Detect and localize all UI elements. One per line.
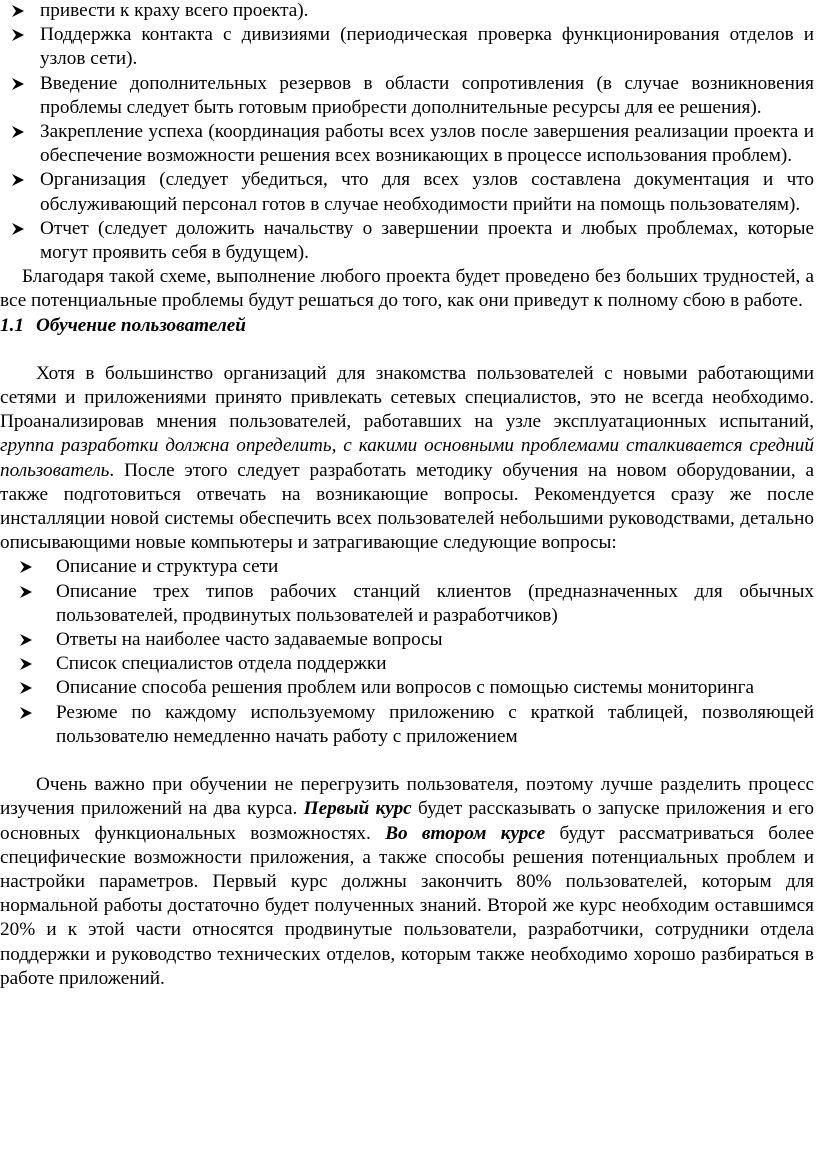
paragraph-text: Хотя в большинство организаций для знакомства пользователей с новыми работающими сетями и приложениями принято привлекать сетевых специалистов, это не всегда необходимо. Проанализировав мнения пользователей, работавших на узле эксплуатационных испытаний, <box>0 362 814 433</box>
arrowhead-bullet-icon <box>19 657 33 671</box>
list-item-text: Ответы на наиболее часто задаваемые вопросы <box>56 629 443 651</box>
paragraph-bold-text: Первый курс <box>303 798 412 820</box>
list-item-text: Описание и структура сети <box>56 556 279 578</box>
paragraph-italic-text: группа разработки должна определить, с какими основными проблемами сталкивается средний пользователь <box>0 435 814 481</box>
list-item <box>0 676 814 700</box>
paragraph-text: будут рассматриваться более специфические возможности приложения, а также способы решения потенциальных проблем и настройки параметров. Первый курс должны закончить 80% пользователей, которым для нормальной работы достаточно будет полученных знаний. Второй же курс необходим оставшимся 20% и к этой части относятся продвинутые пользователи, разработчики, сотрудники отдела поддержки и руководство технических отделов, которым также необходимо хорошо разбираться в работе приложений. <box>0 822 814 989</box>
list-item-text: Резюме по каждому используемому приложению с краткой таблицей, позволяющей пользователю немедленно начать работу с приложением <box>56 701 814 747</box>
list-item-text: привести к краху всего проекта). <box>40 0 309 21</box>
list-item <box>0 701 814 749</box>
bullet-list-topics <box>0 555 814 749</box>
paragraph-bold-text: Во втором курсе <box>385 822 546 844</box>
list-item <box>0 120 814 168</box>
paragraph-summary: Благодаря такой схеме, выполнение любого проекта будет проведено без больших трудностей, а все потенциальные проблемы будут решаться до того, как они приведут к полному сбою в работе. <box>0 266 814 312</box>
list-item-text: Список специалистов отдела поддержки <box>56 653 387 675</box>
list-item <box>0 168 814 216</box>
list-item <box>0 652 814 676</box>
arrowhead-bullet-icon <box>11 77 25 91</box>
list-item <box>0 628 814 652</box>
list-item-text: Введение дополнительных резервов в области сопротивления (в случае возникновения проблемы следует быть готовым приобрести дополнительные ресурсы для ее решения). <box>40 72 814 118</box>
paragraph-text: будет рассказывать о запуске приложения и его основных функциональных возможностях. <box>0 798 814 844</box>
list-item <box>0 555 814 579</box>
list-item-text: Отчет (следует доложить начальству о завершении проекта и любых проблемах, которые могут проявить себя в будущем). <box>40 217 814 264</box>
section-heading <box>0 314 814 338</box>
arrowhead-bullet-icon <box>19 585 33 599</box>
list-item-text: Закрепление успеха (координация работы всех узлов после завершения реализации проекта и обеспечение возможности решения всех возникающих в процессе использования проблем). <box>40 121 814 167</box>
spacer <box>0 749 814 773</box>
arrowhead-bullet-icon <box>11 222 25 236</box>
section-title: Обучение пользователей <box>36 314 246 336</box>
arrowhead-bullet-icon <box>19 633 33 647</box>
arrowhead-bullet-icon <box>19 681 33 695</box>
list-item-text: Организация (следует убедиться, что для всех узлов составлена документация и что обслуживающий персонал готов в случае необходимости прийти на помощь пользователям). <box>40 169 814 215</box>
list-item <box>0 580 814 628</box>
list-item-text: Описание способа решения проблем или вопросов с помощью системы мониторинга <box>56 677 754 699</box>
list-item-text: Описание трех типов рабочих станций клиентов (предназначенных для обычных пользователей, продвинутых пользователей и разработчиков) <box>56 580 814 626</box>
paragraph-text: . После этого следует разработать методику обучения на новом оборудовании, а также подготовиться отвечать на возникающие вопросы. Рекомендуется сразу же после инсталляции новой системы обеспечить всех пользователей небольшими руководствами, детально описывающими новые компьютеры и затрагивающие следующие вопросы: <box>0 459 814 554</box>
paragraph-text: Очень важно при обучении не перегрузить пользователя, поэтому лучше разделить процесс изучения приложений на два курса. <box>0 774 814 820</box>
paragraph-training <box>0 362 814 556</box>
section-number: 1.1 <box>0 314 24 336</box>
list-item <box>0 0 814 23</box>
list-item <box>0 217 814 265</box>
arrowhead-bullet-icon <box>11 28 25 42</box>
arrowhead-bullet-icon <box>11 125 25 139</box>
arrowhead-bullet-icon <box>11 173 25 187</box>
list-item <box>0 72 814 120</box>
bullet-list-top <box>0 0 814 265</box>
paragraph-courses <box>0 773 814 991</box>
arrowhead-bullet-icon <box>19 560 33 574</box>
list-item-text: Поддержка контакта с дивизиями (периодическая проверка функционирования отделов и узлов сети). <box>40 24 814 70</box>
arrowhead-bullet-icon <box>19 706 33 720</box>
arrowhead-bullet-icon <box>11 4 25 18</box>
spacer <box>0 338 814 362</box>
list-item <box>0 23 814 71</box>
